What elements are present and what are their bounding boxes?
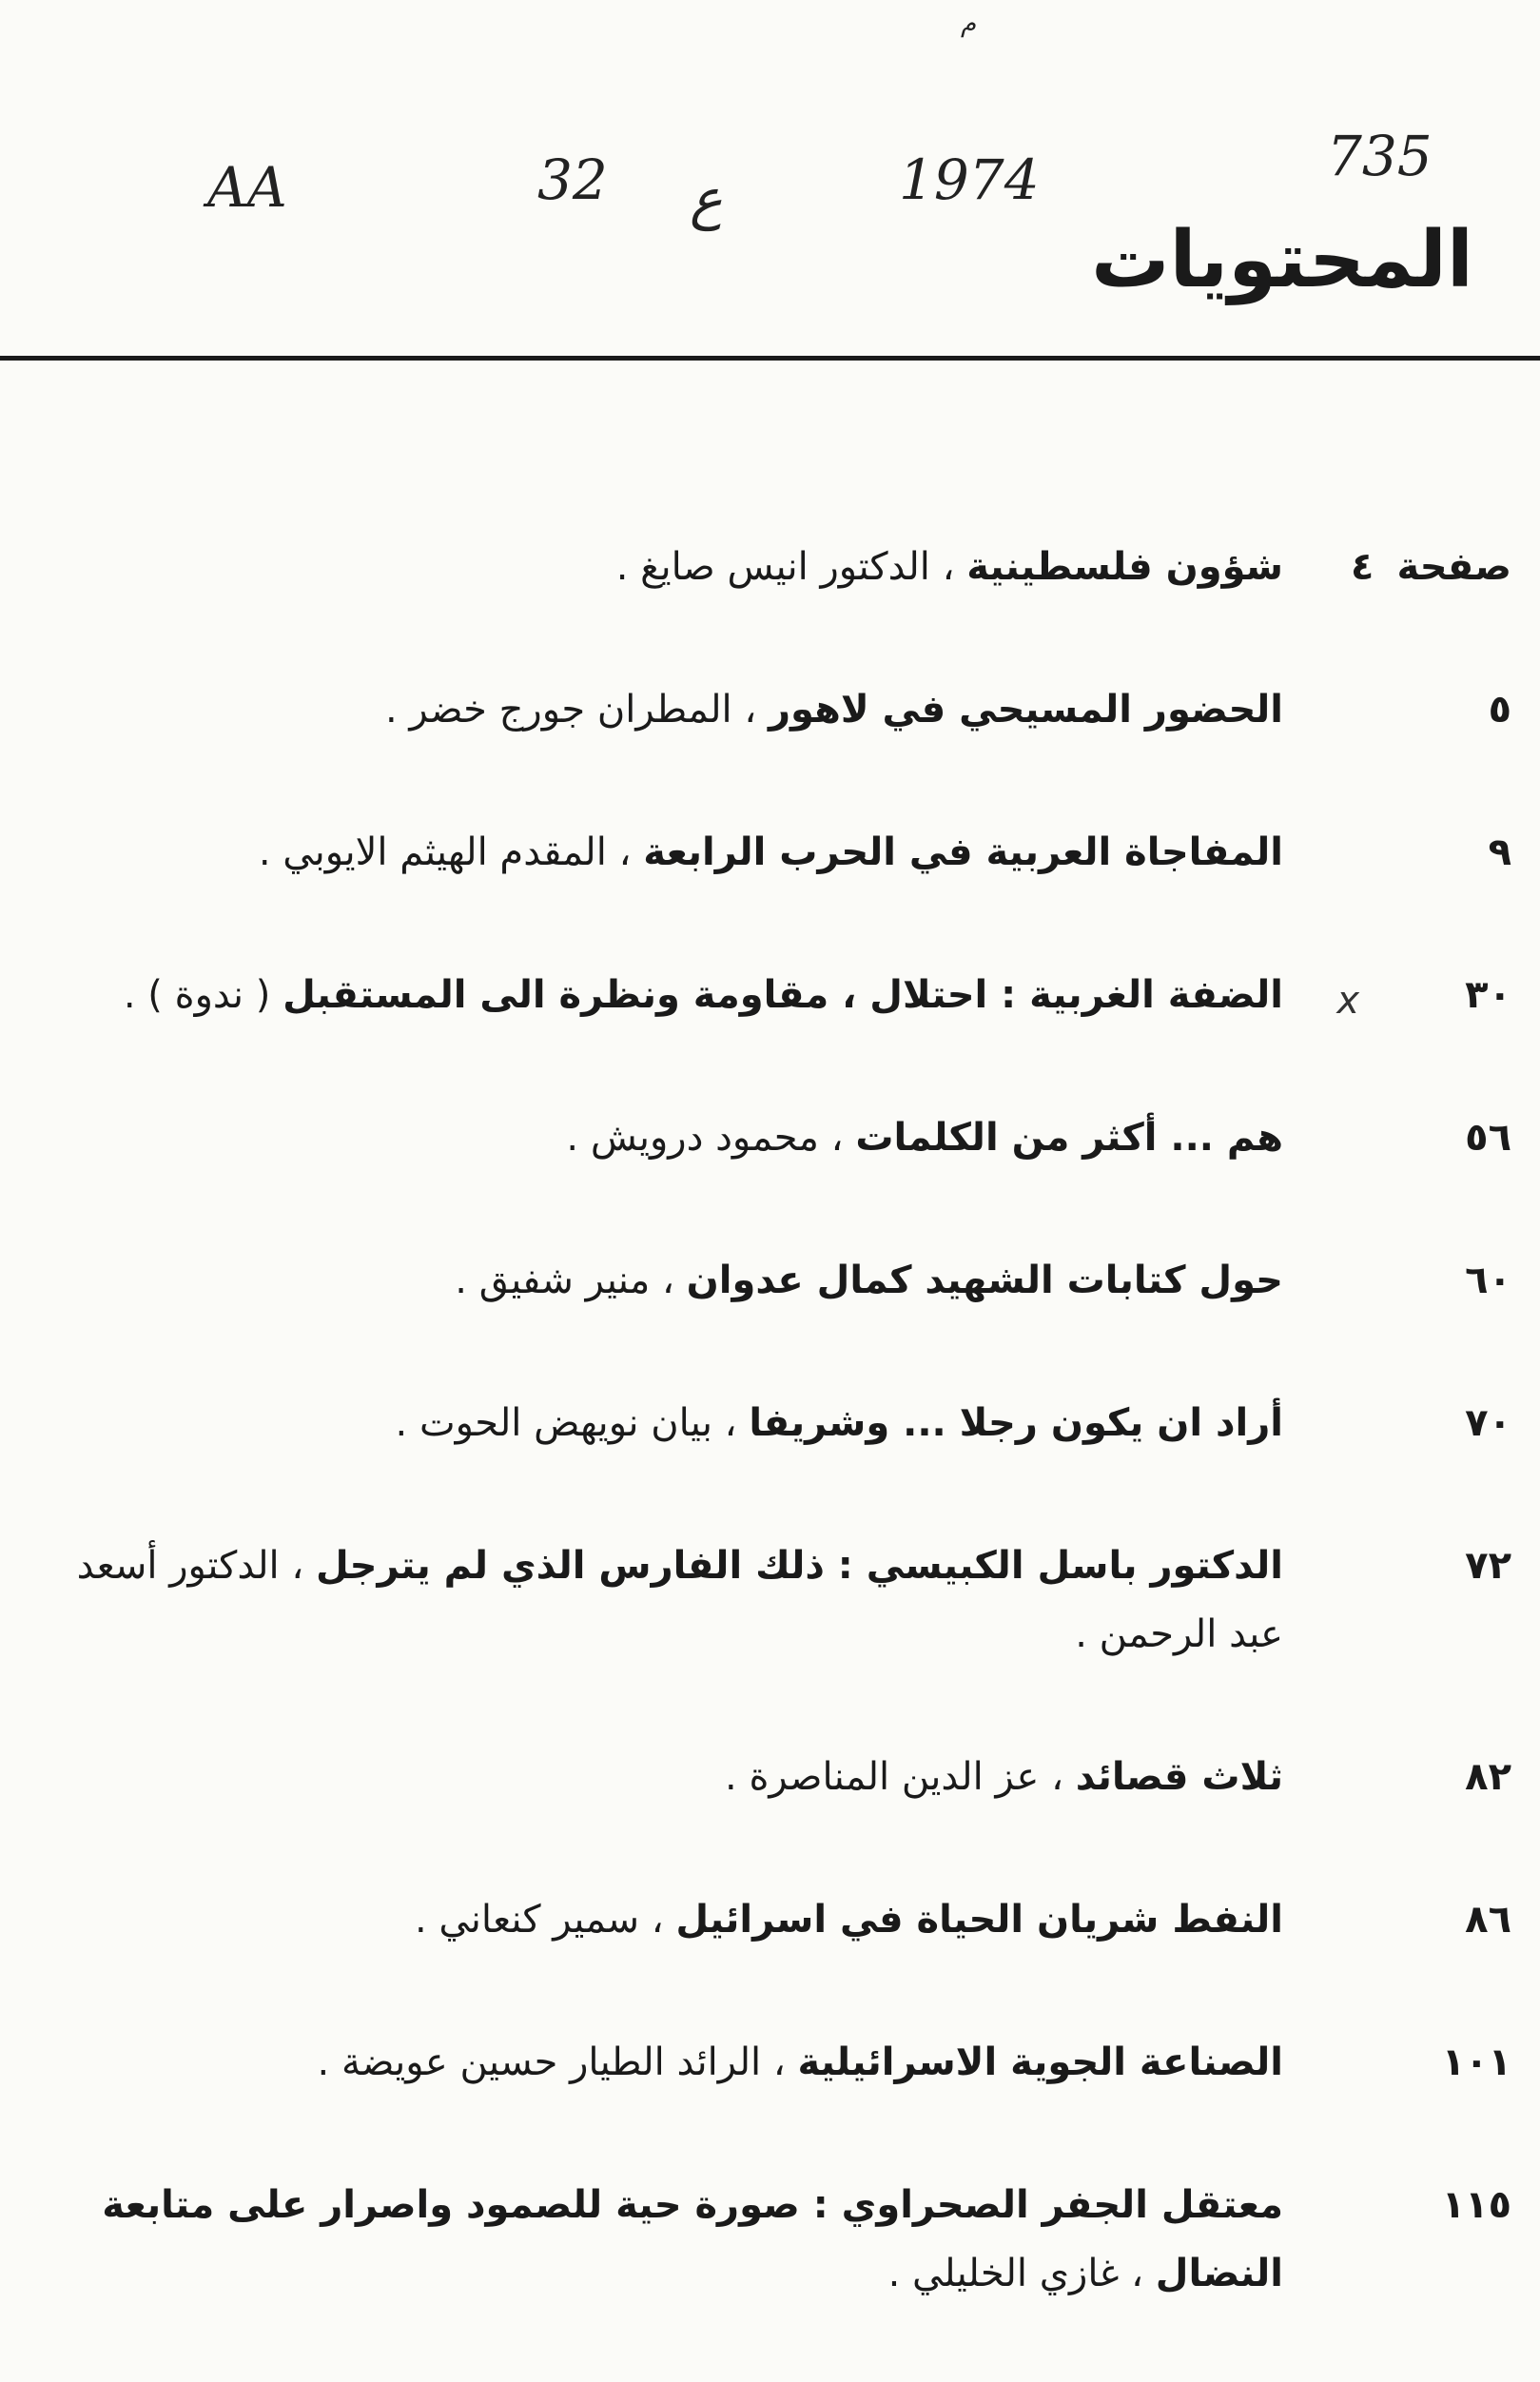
toc-entry[interactable] bbox=[29, 1103, 1511, 1172]
entry-author: ، سمير كنعاني . bbox=[415, 1898, 664, 1942]
entry-title-continued: النضال bbox=[1155, 2252, 1283, 2295]
entry-title: ثلاث قصائد bbox=[1075, 1755, 1283, 1799]
handwritten-catalog-number: 735 bbox=[1327, 124, 1433, 188]
table-of-contents bbox=[29, 533, 1511, 2382]
entry-title: شؤون فلسطينية bbox=[966, 545, 1283, 589]
toc-entry[interactable] bbox=[29, 2171, 1511, 2308]
page-label: صفحة bbox=[1396, 545, 1511, 589]
entry-author: ، عز الدين المناصرة . bbox=[725, 1755, 1064, 1799]
handwritten-year: 1974 bbox=[899, 147, 1040, 212]
toc-entry[interactable] bbox=[29, 1532, 1511, 1669]
entry-author: ، محمود درويش . bbox=[566, 1116, 844, 1160]
entry-author: ، الرائد الطيار حسين عويضة . bbox=[317, 2040, 786, 2084]
entry-title: حول كتابات الشهيد كمال عدوان bbox=[686, 1259, 1283, 1302]
toc-entry[interactable] bbox=[29, 1389, 1511, 1457]
entry-author: ، بيان نويهض الحوت . bbox=[395, 1401, 737, 1445]
page-number: ١٠١ bbox=[1441, 2040, 1511, 2084]
toc-entry[interactable] bbox=[29, 1246, 1511, 1315]
page-number: ٩ bbox=[1488, 830, 1511, 874]
page-number: ٧٠ bbox=[1465, 1401, 1511, 1445]
entry-title: الدكتور باسل الكبيسي : ذلك الفارس الذي لم يترجل bbox=[315, 1544, 1283, 1588]
toc-entry[interactable] bbox=[29, 533, 1511, 601]
entry-title: أراد ان يكون رجلا ... وشريفا bbox=[749, 1401, 1283, 1445]
page-number: ٤ bbox=[1351, 545, 1374, 589]
entry-author: ، الدكتور أسعد bbox=[76, 1544, 304, 1588]
handwritten-tick-mark: x bbox=[1336, 979, 1359, 1023]
entry-author: ، غازي الخليلي . bbox=[887, 2252, 1144, 2295]
entry-author: ، منير شفيق . bbox=[455, 1259, 674, 1302]
toc-entry[interactable] bbox=[29, 1743, 1511, 1811]
entry-title: النفط شريان الحياة في اسرائيل bbox=[675, 1898, 1283, 1942]
entry-author: ، المقدم الهيثم الايوبي . bbox=[258, 830, 632, 874]
entry-author-continued: عبد الرحمن . bbox=[1075, 1612, 1283, 1656]
page-number: ٨٢ bbox=[1465, 1755, 1511, 1799]
page-number: ٦٠ bbox=[1465, 1259, 1511, 1302]
entry-author: ، الدكتور انيس صايغ . bbox=[615, 545, 955, 589]
handwritten-code: AA bbox=[207, 155, 287, 220]
toc-entry[interactable] bbox=[29, 818, 1511, 887]
handwritten-top-mark: م bbox=[961, 10, 977, 38]
entry-title: المفاجاة العربية في الحرب الرابعة bbox=[643, 830, 1283, 874]
handwritten-issue: ع bbox=[690, 166, 723, 231]
entry-title: هم ... أكثر من الكلمات bbox=[855, 1116, 1283, 1160]
page-number: ٣٠ bbox=[1465, 973, 1511, 1017]
page-title: المحتويات bbox=[1091, 215, 1473, 305]
toc-entry[interactable] bbox=[29, 961, 1511, 1029]
entry-title: الصناعة الجوية الاسرائيلية bbox=[797, 2040, 1283, 2084]
handwritten-volume: 32 bbox=[537, 147, 608, 212]
toc-entry[interactable] bbox=[29, 1885, 1511, 1954]
page-number: ١١٥ bbox=[1441, 2183, 1511, 2227]
page-number: ٥ bbox=[1488, 688, 1511, 732]
entry-title: الضفة الغربية : احتلال ، مقاومة ونظرة الى المستقبل bbox=[283, 973, 1283, 1017]
page-number: ٥٦ bbox=[1465, 1116, 1511, 1160]
toc-entry[interactable] bbox=[29, 675, 1511, 744]
page-number: ٨٦ bbox=[1465, 1898, 1511, 1942]
entry-title: معتقل الجفر الصحراوي : صورة حية للصمود واصرار على متابعة bbox=[102, 2183, 1283, 2227]
entry-author: ، المطران جورج خضر . bbox=[384, 688, 757, 732]
toc-entry[interactable] bbox=[29, 2028, 1511, 2097]
entry-title: الحضور المسيحي في لاهور bbox=[768, 688, 1283, 732]
header-divider bbox=[0, 356, 1540, 361]
entry-author: ( ندوة ) . bbox=[123, 973, 271, 1017]
page-number: ٧٢ bbox=[1465, 1544, 1511, 1588]
